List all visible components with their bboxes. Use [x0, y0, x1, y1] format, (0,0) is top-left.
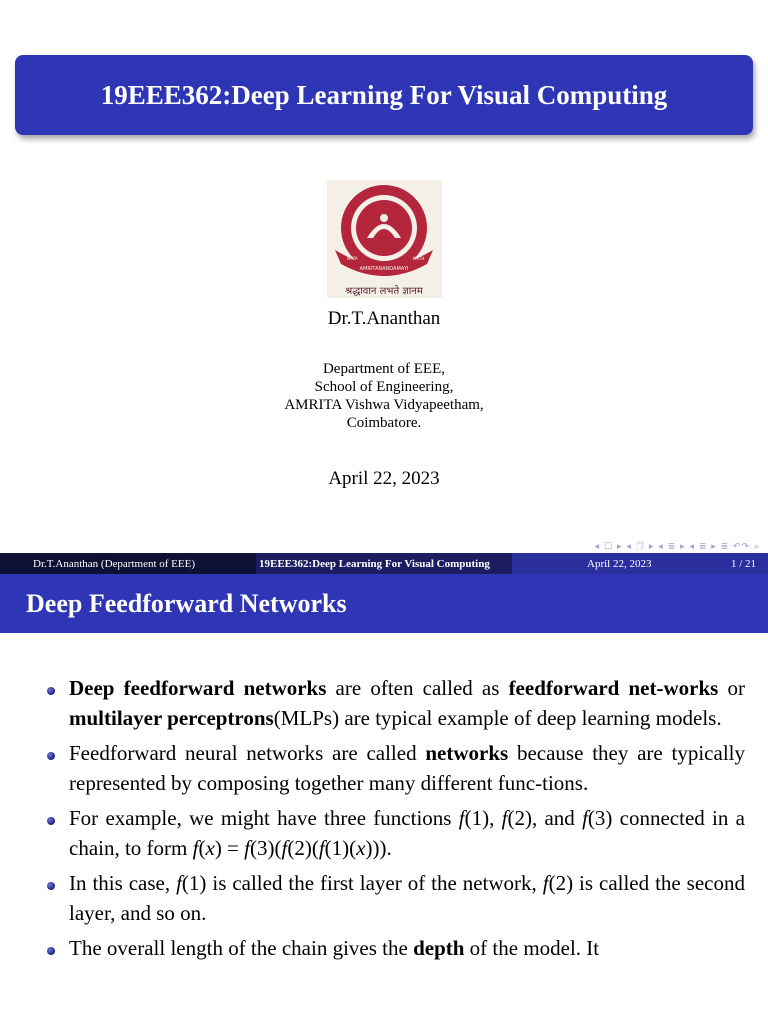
- bullet-text: ))).: [365, 835, 392, 860]
- bullet-list: [45, 674, 745, 970]
- math-variable: f: [192, 835, 199, 860]
- math-variable: f: [542, 871, 549, 895]
- bold-term: multilayer perceptrons: [69, 705, 274, 730]
- title-banner: [15, 55, 753, 135]
- bullet-item: [45, 934, 745, 964]
- footer-author: Dr.T.Ananthan (Department of EEE): [0, 553, 256, 574]
- math-variable: x: [356, 835, 366, 860]
- bullet-item: [45, 869, 745, 928]
- frame-title-bar: [0, 574, 768, 633]
- beamer-navigation-icons[interactable]: ◂ ☐ ▸ ◂ 🗇 ▸ ◂ ≣ ▸ ◂ ≣ ▸ ≣ ↶↷ ⌕: [594, 542, 760, 552]
- bullet-text: (: [198, 835, 206, 860]
- bullet-text: (2)(: [287, 835, 319, 860]
- bullet-text: ) =: [214, 835, 245, 860]
- footer-date: April 22, 2023: [587, 557, 652, 570]
- affiliation-line: AMRITA Vishwa Vidyapeetham,: [284, 397, 484, 413]
- frame-title: Deep Feedforward Networks: [26, 588, 347, 618]
- footer-title: 19EEE362:Deep Learning For Visual Computing: [256, 553, 512, 574]
- bullet-text: of the model. It: [464, 936, 600, 960]
- math-variable: f: [582, 806, 588, 830]
- bullet-text: (3)(: [250, 835, 282, 860]
- bullet-item: [45, 804, 745, 863]
- bullet-text: or: [718, 676, 745, 700]
- bold-term: Deep feedforward networks: [69, 676, 327, 700]
- affiliation-line: Department of EEE,: [322, 361, 446, 377]
- bullet-text: The overall length of the chain gives the: [69, 936, 414, 960]
- bullet-item: [45, 674, 745, 733]
- math-variable: f: [244, 835, 250, 860]
- math-variable: f: [501, 806, 508, 830]
- author-name: Dr.T.Ananthan: [327, 308, 441, 329]
- bullet-text: For example, we might have three functions: [69, 806, 459, 830]
- math-variable: x: [205, 835, 215, 860]
- presentation-title: 19EEE362:Deep Learning For Visual Computing: [100, 79, 668, 110]
- affiliation-line: Coimbatore.: [346, 415, 422, 431]
- footer-page-number: 1 / 21: [730, 557, 756, 570]
- logo-left-text: MATA: [347, 256, 358, 261]
- logo-motto: श्रद्धावान लभते ज्ञानम: [345, 286, 423, 297]
- math-variable: f: [281, 835, 288, 860]
- bold-term: feedforward net-works: [508, 676, 719, 700]
- bullet-text: (1) is called the first layer of the network,: [181, 871, 543, 895]
- bullet-text: Feedforward neural networks are called: [69, 741, 426, 765]
- bullet-text: (MLPs) are typical example of deep learning models.: [273, 705, 722, 730]
- bullet-text: In this case,: [69, 871, 177, 895]
- bold-term: depth: [413, 936, 465, 960]
- footer-bar: [0, 553, 768, 574]
- bullet-text: (3) connected in a chain, to form: [69, 806, 745, 860]
- logo-banner-text: AMRITANANDAMAYI: [359, 266, 409, 272]
- math-variable: f: [318, 835, 325, 860]
- university-logo: [327, 180, 442, 298]
- logo-right-text: MATH: [413, 256, 425, 261]
- bullet-text: (2) is called the second layer, and so on.: [69, 871, 745, 925]
- bullet-text: are often called as: [326, 676, 509, 700]
- footer-date-page: [512, 553, 768, 574]
- affiliation: [0, 360, 768, 432]
- presentation-date: April 22, 2023: [328, 468, 440, 489]
- bullet-text: (1),: [464, 806, 502, 830]
- math-variable: f: [176, 871, 182, 895]
- affiliation-line: School of Engineering,: [314, 379, 454, 395]
- bullet-item: [45, 739, 745, 798]
- math-variable: f: [458, 806, 465, 830]
- bullet-text: (2), and: [507, 806, 583, 830]
- bullet-text: because they are typically represented by composing together many different func-tions.: [69, 741, 745, 795]
- bold-term: networks: [425, 741, 509, 765]
- bullet-text: (1)(: [324, 835, 357, 860]
